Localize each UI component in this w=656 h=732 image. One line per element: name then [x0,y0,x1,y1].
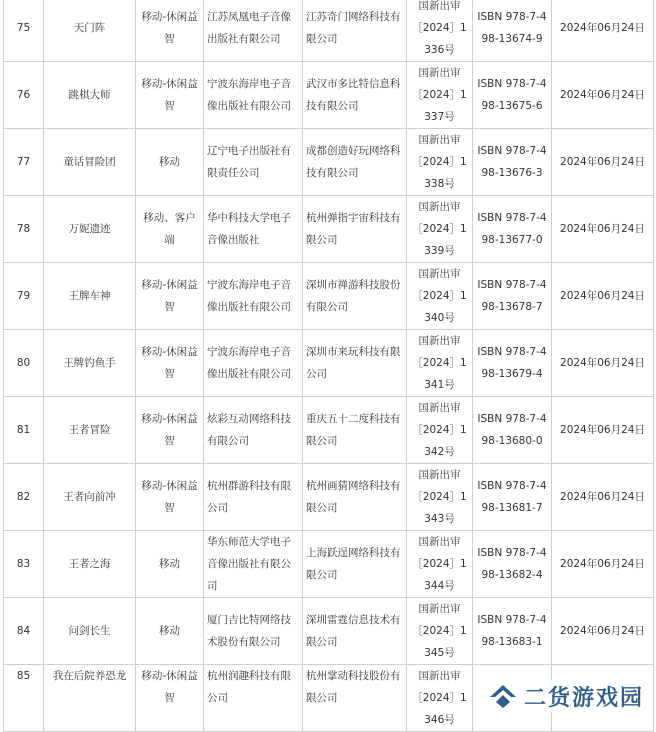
category-cell: 移动-休闲益智 [136,330,204,397]
game-name-cell: 问剑长生 [44,598,136,665]
game-name-cell: 王者之海 [44,531,136,598]
category-cell: 移动-休闲益智 [136,62,204,129]
date-cell: 2024年06月24日 [552,129,654,196]
date-cell: 2024年06月24日 [552,464,654,531]
approval-number-cell: 国新出审［2024］1341号 [407,330,473,397]
approval-number-cell: 国新出审［2024］1342号 [407,397,473,464]
game-name-cell: 跳棋大师 [44,62,136,129]
game-name-cell: 万妮遗迹 [44,196,136,263]
approval-number-cell: 国新出审［2024］1346号 [407,665,473,732]
category-cell: 移动-休闲益智 [136,397,204,464]
isbn-cell: ISBN 978-7-498-13679-4 [473,330,552,397]
approval-number-cell: 国新出审［2024］1344号 [407,531,473,598]
date-cell: 2024年06月24日 [552,397,654,464]
operator-cell: 深圳市禅游科技股份有限公司 [303,263,407,330]
operator-cell: 深圳市来玩科技有限公司 [303,330,407,397]
table-row [4,531,654,598]
operator-cell: 江苏奇门网络科技有限公司 [303,0,407,62]
operator-cell: 上海跃逞网络科技有限公司 [303,531,407,598]
game-name-cell: 王者向前冲 [44,464,136,531]
row-number-cell: 85 [4,665,44,732]
date-cell: 2024年06月24日 [552,62,654,129]
game-name-cell: 王者冒险 [44,397,136,464]
operator-cell: 深圳雷霆信息技术有限公司 [303,598,407,665]
table-row [4,263,654,330]
operator-cell: 杭州弹指宇宙科技有限公司 [303,196,407,263]
approval-number-cell: 国新出审［2024］1340号 [407,263,473,330]
publisher-cell: 江苏凤凰电子音像出版社有限公司 [204,0,303,62]
publisher-cell: 杭州群游科技有限公司 [204,464,303,531]
approval-number-cell: 国新出审［2024］1343号 [407,464,473,531]
category-cell: 移动 [136,129,204,196]
category-cell: 移动 [136,598,204,665]
publisher-cell: 宁波东海岸电子音像出版社有限公司 [204,62,303,129]
game-approval-table [3,0,654,732]
approval-number-cell: 国新出审［2024］1336号 [407,0,473,62]
row-number-cell: 76 [4,62,44,129]
category-cell: 移动-休闲益智 [136,263,204,330]
isbn-cell: ISBN 978-7-498-13683-1 [473,598,552,665]
row-number-cell: 79 [4,263,44,330]
approval-number-cell: 国新出审［2024］1338号 [407,129,473,196]
row-number-cell: 78 [4,196,44,263]
category-cell: 移动、客户端 [136,196,204,263]
table-row [4,196,654,263]
operator-cell: 成都创造好玩网络科技有限公司 [303,129,407,196]
publisher-cell: 厦门吉比特网络技术股份有限公司 [204,598,303,665]
approval-number-cell: 国新出审［2024］1339号 [407,196,473,263]
table-row [4,129,654,196]
row-number-cell: 83 [4,531,44,598]
row-number-cell: 80 [4,330,44,397]
row-number-cell: 75 [4,0,44,62]
date-cell: 2024年06月24日 [552,531,654,598]
publisher-cell: 辽宁电子出版社有限责任公司 [204,129,303,196]
operator-cell: 重庆五十二度科技有限公司 [303,397,407,464]
row-number-cell: 84 [4,598,44,665]
date-cell: 2024年06月24日 [552,263,654,330]
category-cell: 移动 [136,531,204,598]
game-name-cell: 王牌钓鱼手 [44,330,136,397]
isbn-cell: ISBN 978-7-498-13678-7 [473,263,552,330]
isbn-cell: ISBN 978-7-498-13681-7 [473,464,552,531]
publisher-cell: 炫彩互动网络科技有限公司 [204,397,303,464]
operator-cell: 杭州掌动科技股份有限公司 [303,665,407,732]
publisher-cell: 宁波东海岸电子音像出版社有限公司 [204,330,303,397]
watermark-text: 二货游戏园 [523,685,644,711]
table-row [4,62,654,129]
operator-cell: 杭州画猜网络科技有限公司 [303,464,407,531]
site-watermark [484,680,650,712]
table-row [4,330,654,397]
row-number-cell: 82 [4,464,44,531]
isbn-cell: ISBN 978-7-498-13675-6 [473,62,552,129]
game-name-cell: 王牌车神 [44,263,136,330]
game-name-cell: 童话冒险团 [44,129,136,196]
publisher-cell: 华中科技大学电子音像出版社 [204,196,303,263]
row-number-cell: 77 [4,129,44,196]
publisher-cell: 杭州润趣科技有限公司 [204,665,303,732]
operator-cell: 武汉市多比特信息科技有限公司 [303,62,407,129]
publisher-cell: 华东师范大学电子音像出版社有限公司 [204,531,303,598]
date-cell: 2024年06月24日 [552,0,654,62]
row-number-cell: 81 [4,397,44,464]
date-cell: 2024年06月24日 [552,330,654,397]
isbn-cell: ISBN 978-7-498-13682-4 [473,531,552,598]
diamond-logo-icon [488,683,518,709]
table-row [4,598,654,665]
date-cell: 2024年06月24日 [552,196,654,263]
table-row [4,464,654,531]
category-cell: 移动-休闲益智 [136,665,204,732]
publisher-cell: 宁波东海岸电子音像出版社有限公司 [204,263,303,330]
category-cell: 移动-休闲益智 [136,0,204,62]
isbn-cell: ISBN 978-7-498-13674-9 [473,0,552,62]
approval-number-cell: 国新出审［2024］1345号 [407,598,473,665]
date-cell: 2024年06月24日 [552,598,654,665]
isbn-cell: ISBN 978-7-498-13677-0 [473,196,552,263]
table-row [4,397,654,464]
table-row [4,0,654,62]
game-name-cell: 天门阵 [44,0,136,62]
game-name-cell: 我在后院养恐龙 [44,665,136,732]
category-cell: 移动-休闲益智 [136,464,204,531]
isbn-cell: ISBN 978-7-498-13676-3 [473,129,552,196]
isbn-cell: ISBN 978-7-498-13680-0 [473,397,552,464]
approval-number-cell: 国新出审［2024］1337号 [407,62,473,129]
